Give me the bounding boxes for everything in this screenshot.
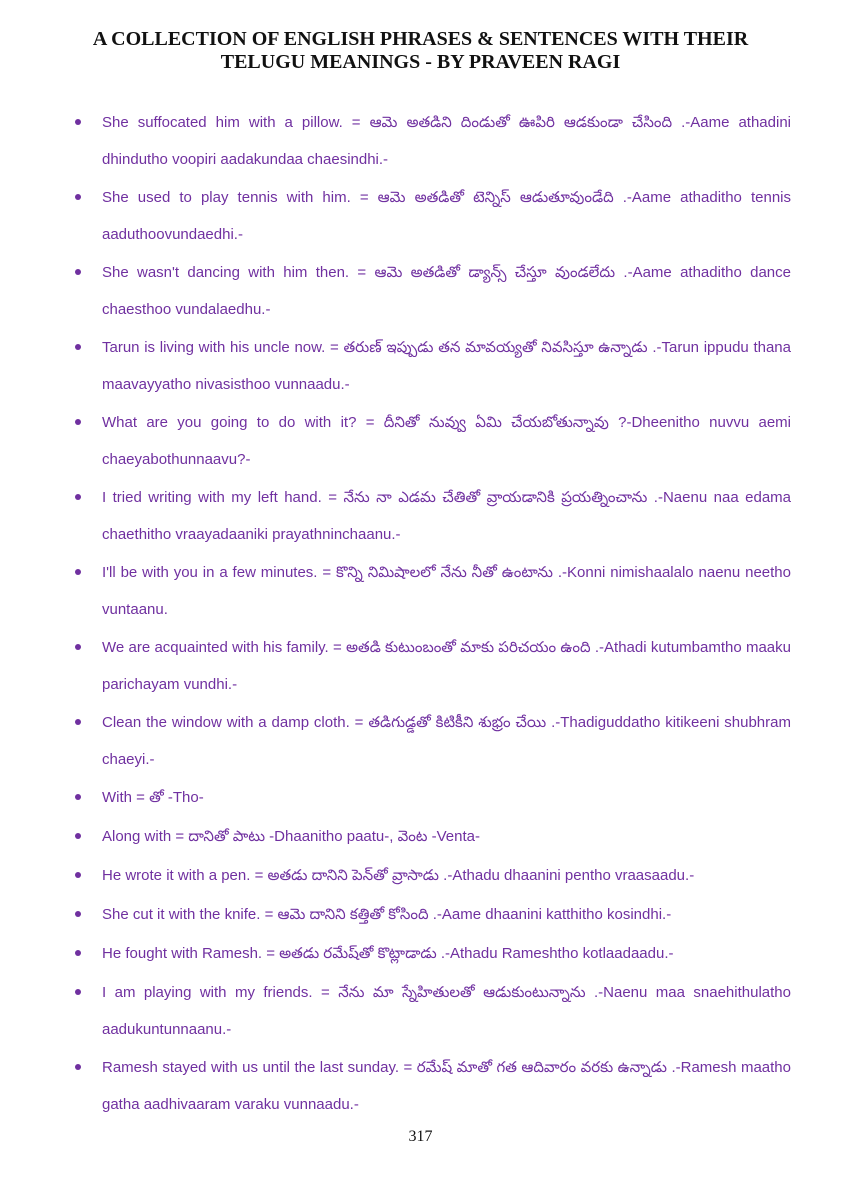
phrase-text: I'll be with you in a few minutes. = కొన్ని నిమిషాలలో నేను నీతో ఉంటాను .-Konni nimishaalalo naenu neetho vuntaanu. [102, 564, 791, 618]
bullet-icon [75, 872, 81, 878]
phrase-text: She used to play tennis with him. = ఆమె అతడితో టెన్నిస్ ఆడుతూవుండేది .-Aame athaditho tennis aaduthoovundaedhi.- [102, 189, 791, 243]
bullet-icon [75, 794, 81, 800]
bullet-icon [75, 569, 81, 575]
phrase-text: I tried writing with my left hand. = నేను నా ఎడమ చేతితో వ్రాయడానికి ప్రయత్నించాను .-Naenu naa edama chaethitho vraayadaaniki prayathninchaanu.- [102, 489, 791, 543]
bullet-icon [75, 344, 81, 350]
list-item [72, 935, 791, 972]
phrase-text: She cut it with the knife. = ఆమె దానిని కత్తితో కోసింది .-Aame dhaanini katthitho kosindhi.- [102, 906, 672, 923]
phrase-text: Clean the window with a damp cloth. = తడిగుడ్డతో కిటికీని శుభ్రం చేయి .-Thadiguddatho kitikeeni shubhram chaeyi.- [102, 714, 791, 768]
list-item [72, 1049, 791, 1123]
page-number: 317 [408, 1128, 433, 1145]
bullet-icon [75, 911, 81, 917]
list-item [72, 629, 791, 703]
list-item [72, 329, 791, 403]
list-item [72, 704, 791, 778]
list-item [72, 857, 791, 894]
phrase-text: With = తో -Tho- [102, 789, 204, 806]
phrase-text: I am playing with my friends. = నేను మా స్నేహితులతో ఆడుకుంటున్నాను .-Naenu maa snaehithulatho aadukuntunnaanu.- [102, 984, 791, 1038]
page-title-line-1: A COLLECTION OF ENGLISH PHRASES & SENTENCES WITH THEIR [92, 28, 749, 50]
bullet-icon [75, 833, 81, 839]
list-item [72, 404, 791, 478]
bullet-icon [75, 419, 81, 425]
bullet-icon [75, 1064, 81, 1070]
phrase-list [72, 104, 791, 1124]
bullet-icon [75, 719, 81, 725]
bullet-icon [75, 989, 81, 995]
list-item [72, 779, 791, 816]
list-item [72, 104, 791, 178]
page-title-line-2: TELUGU MEANINGS - BY PRAVEEN RAGI [220, 51, 621, 73]
bullet-icon [75, 644, 81, 650]
bullet-icon [75, 950, 81, 956]
phrase-text: She suffocated him with a pillow. = ఆమె అతడిని దిండుతో ఊపిరి ఆడకుండా చేసింది .-Aame athadini dhindutho voopiri aadakundaa chaesindhi.- [102, 114, 791, 168]
phrase-text: Ramesh stayed with us until the last sunday. = రమేష్ మాతో గత ఆదివారం వరకు ఉన్నాడు .-Ramesh maatho gatha aadhivaaram varaku vunnaadu.- [102, 1059, 791, 1113]
phrase-text: She wasn't dancing with him then. = ఆమె అతడితో డ్యాన్స్ చేస్తూ వుండలేదు .-Aame athaditho dance chaesthoo vundalaedhu.- [102, 264, 791, 318]
bullet-icon [75, 269, 81, 275]
list-item [72, 818, 791, 855]
list-item [72, 896, 791, 933]
phrase-text: Tarun is living with his uncle now. = తరుణ్ ఇప్పుడు తన మావయ్యతో నివసిస్తూ ఉన్నాడు .-Tarun ippudu thana maavayyatho nivasisthoo vunnaadu.- [102, 339, 791, 393]
bullet-icon [75, 119, 81, 125]
phrase-text: He wrote it with a pen. = అతడు దానిని పెన్‌తో వ్రాసాడు .-Athadu dhaanini pentho vraasaadu.- [102, 867, 695, 884]
phrase-text: We are acquainted with his family. = అతడి కుటుంబంతో మాకు పరిచయం ఉంది .-Athadi kutumbamtho maaku parichayam vundhi.- [102, 639, 791, 693]
phrase-text: What are you going to do with it? = దీనితో నువ్వు ఏమి చేయబోతున్నావు ?-Dheenitho nuvvu aemi chaeyabothunnaavu?- [102, 414, 791, 468]
list-item [72, 479, 791, 553]
list-item [72, 974, 791, 1048]
bullet-icon [75, 494, 81, 500]
list-item [72, 179, 791, 253]
list-item [72, 254, 791, 328]
list-item [72, 554, 791, 628]
bullet-icon [75, 194, 81, 200]
phrase-text: He fought with Ramesh. = అతడు రమేష్‌తో కొట్లాడాడు .-Athadu Rameshtho kotlaadaadu.- [102, 945, 674, 962]
phrase-text: Along with = దానితో పాటు -Dhaanitho paatu-, వెంట -Venta- [102, 828, 480, 845]
